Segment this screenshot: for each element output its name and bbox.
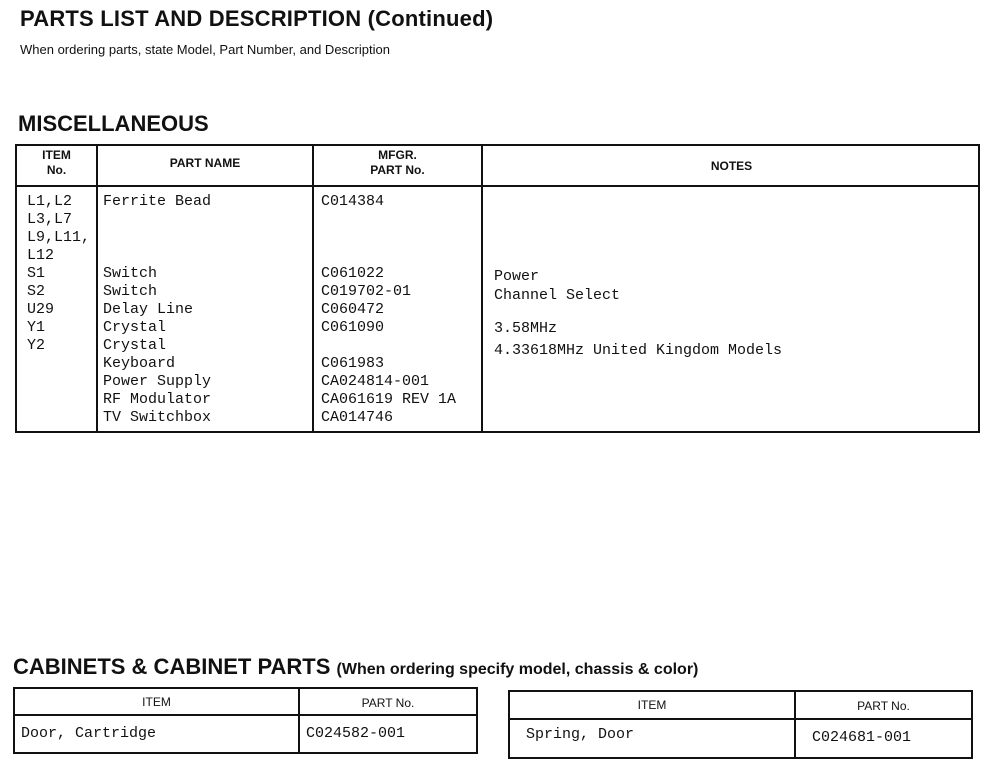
table-cell: C014384 [321, 193, 385, 210]
header-part-name: PART NAME [169, 156, 241, 170]
part-number-column [321, 193, 456, 427]
cabinet-right-header-divider [508, 718, 973, 720]
misc-col-divider-3 [481, 144, 483, 433]
note-row: 4.33618MHz United Kingdom Models [494, 342, 783, 359]
table-cell: C019702-01 [321, 283, 412, 300]
table-cell: L1,L2 [27, 193, 73, 210]
header-notes: NOTES [710, 159, 753, 173]
table-cell: Crystal [103, 319, 167, 336]
table-cell: Power Supply [103, 373, 212, 390]
note-row: 3.58MHz [494, 320, 558, 337]
cabinet-left-header-item: ITEM [142, 695, 171, 709]
cabinet-heading-text: CABINETS & CABINET PARTS [13, 654, 331, 679]
table-cell: Switch [103, 283, 158, 300]
table-cell: U29 [27, 301, 55, 318]
table-cell: Y2 [27, 337, 46, 354]
item-no-column [27, 193, 90, 355]
table-cell [321, 337, 456, 355]
page-subtitle: When ordering parts, state Model, Part Number, and Description [20, 42, 390, 57]
misc-col-divider-1 [96, 144, 98, 433]
table-cell: S1 [27, 265, 46, 282]
header-mfgr-part-no: MFGR. PART No. [370, 148, 425, 177]
misc-col-divider-2 [312, 144, 314, 433]
table-cell [321, 247, 456, 265]
table-cell: Switch [103, 265, 158, 282]
cabinet-right-item: Spring, Door [526, 726, 635, 743]
table-cell: L9,L11, [27, 229, 91, 246]
table-cell: C061983 [321, 355, 385, 372]
table-cell: Y1 [27, 319, 46, 336]
table-cell: CA014746 [321, 409, 394, 426]
cabinet-heading-note: (When ordering specify model, chassis & color) [336, 661, 699, 678]
table-cell: TV Switchbox [103, 409, 212, 426]
table-cell: CA061619 REV 1A [321, 391, 457, 408]
table-cell: C060472 [321, 301, 385, 318]
header-item-no: ITEM No. [42, 148, 71, 177]
table-cell: CA024814-001 [321, 373, 430, 390]
cabinet-right-header-part: PART No. [857, 699, 910, 713]
table-cell [103, 229, 211, 247]
cabinet-right-part: C024681-001 [812, 729, 912, 746]
table-cell: Keyboard [103, 355, 176, 372]
cabinet-left-header-divider [13, 714, 478, 716]
table-cell: L3,L7 [27, 211, 73, 228]
part-name-column [103, 193, 211, 427]
cabinet-left-item: Door, Cartridge [21, 725, 157, 742]
misc-section-heading: MISCELLANEOUS [18, 111, 209, 136]
table-cell [103, 211, 211, 229]
table-cell: C061090 [321, 319, 385, 336]
table-cell: RF Modulator [103, 391, 212, 408]
table-cell: Crystal [103, 337, 167, 354]
table-cell [321, 211, 456, 229]
page-title: PARTS LIST AND DESCRIPTION (Continued) [20, 6, 494, 31]
note-row: Channel Select [494, 287, 621, 304]
misc-header-divider [15, 185, 980, 187]
cabinet-left-header-part: PART No. [361, 696, 415, 710]
table-cell: Ferrite Bead [103, 193, 212, 210]
table-cell [321, 229, 456, 247]
table-cell: C061022 [321, 265, 385, 282]
note-row: Power [494, 268, 540, 285]
cabinet-section-heading [13, 654, 698, 680]
table-cell: L12 [27, 247, 55, 264]
cabinet-right-header-item: ITEM [637, 698, 667, 712]
cabinet-left-part: C024582-001 [306, 725, 406, 742]
table-cell: Delay Line [103, 301, 194, 318]
table-cell [103, 247, 211, 265]
table-cell: S2 [27, 283, 46, 300]
